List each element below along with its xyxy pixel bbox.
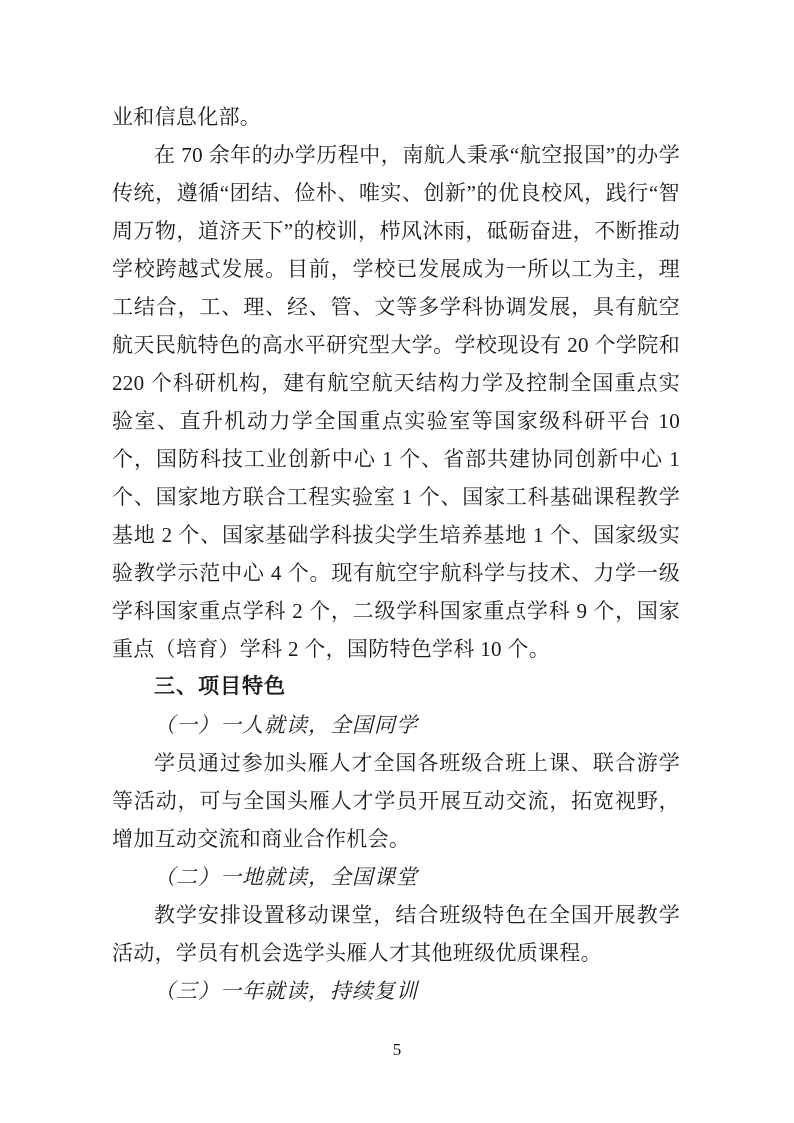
subsection-heading: （二）一地就读，全国课堂: [154, 865, 418, 889]
subsection-heading: （三）一年就读，持续复训: [154, 979, 418, 1003]
subsection-heading: （一）一人就读，全国同学: [154, 713, 418, 737]
body-paragraph: 学员通过参加头雁人才全国各班级合班上课、联合游学等活动，可与全国头雁人才学员开展互动交流，拓宽视野，增加互动交流和商业合作机会。: [112, 751, 680, 851]
body-paragraph: 教学安排设置移动课堂，结合班级特色在全国开展教学活动，学员有机会选学头雁人才其他班级优质课程。: [112, 903, 680, 965]
body-paragraph: 业和信息化部。: [112, 105, 262, 129]
document-body: [112, 98, 680, 1010]
page-number: 5: [392, 1040, 402, 1059]
page-footer: [0, 1038, 794, 1062]
body-paragraph: 在 70 余年的办学历程中，南航人秉承“航空报国”的办学传统，遵循“团结、俭朴、唯实、创新”的优良校风，践行“智周万物，道济天下”的校训，栉风沐雨，砥砺奋进，不断推动学校跨越式发展。目前，学校已发展成为一所以工为主，理工结合，工、理、经、管、文等多学科协调发展，具有航空航天民航特色的高水平研究型大学。学校现设有 20 个学院和 220 个科研机构，建有航空航天结构力学及控制全国重点实验室、直升机动力学全国重点实验室等国家级科研平台 10 个，国防科技工业创新中心 1 个、省部共建协同创新中心 1 个、国家地方联合工程实验室 1 个、国家工科基础课程教学基地 2 个、国家基础学科拔尖学生培养基地 1 个、国家级实验教学示范中心 4 个。现有航空宇航科学与技术、力学一级学科国家重点学科 2 个，二级学科国家重点学科 9 个，国家重点（培育）学科 2 个，国防特色学科 10 个。: [112, 143, 680, 661]
section-heading: 三、项目特色: [154, 675, 286, 698]
